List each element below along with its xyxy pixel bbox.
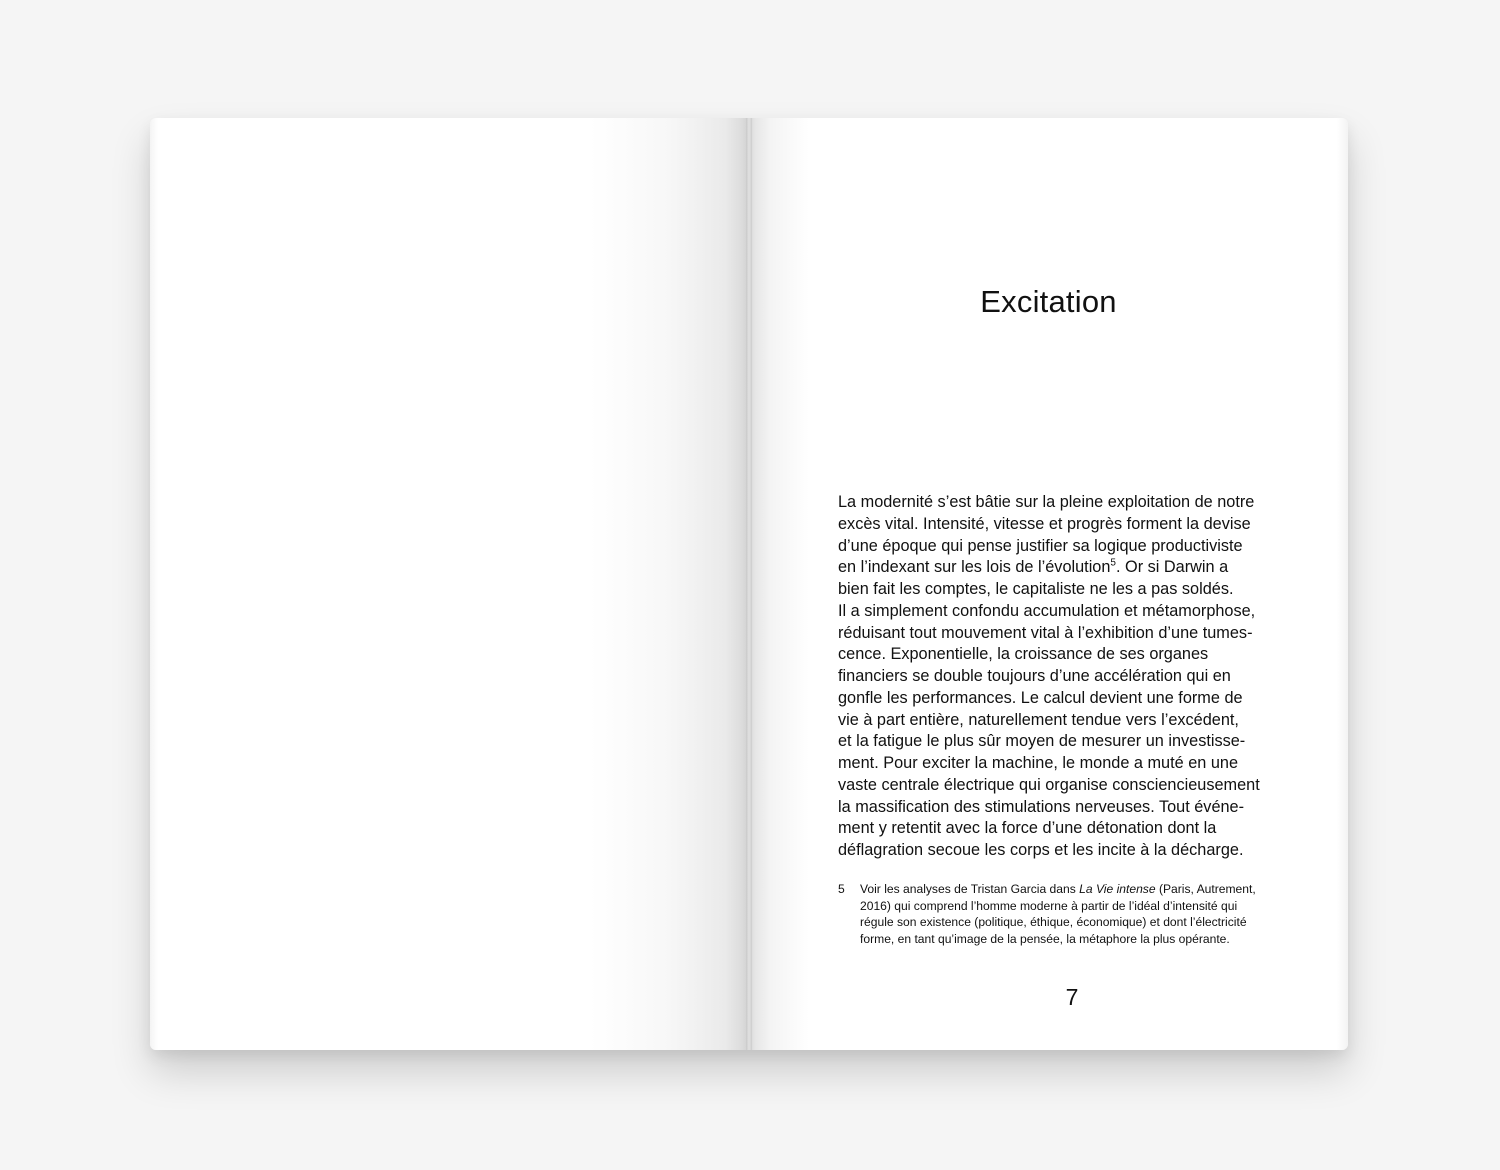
body-line: vie à part entière, naturellement tendue vers l’excédent, (838, 710, 1239, 729)
body-line: gonfle les performances. Le calcul devient une forme de (838, 688, 1243, 707)
body-line: la massification des stimulations nerveuses. Tout événe- (838, 797, 1245, 816)
body-line: réduisant tout mouvement vital à l’exhibition d’une tumes- (838, 623, 1253, 642)
body-line: déflagration secoue les corps et les incite à la décharge. (838, 841, 1244, 859)
body-line: ment y retentit avec la force d’une détonation dont la (838, 819, 1217, 838)
left-page (150, 118, 749, 1050)
footnote-line: régule son existence (politique, éthique, économique) et dont l’électricité (860, 915, 1247, 929)
body-line-text: en l’indexant sur les lois de l’évolution (838, 558, 1111, 577)
footnote-line: forme, en tant qu’image de la pensée, la métaphore la plus opérante. (860, 931, 1230, 946)
body-line: financiers se double toujours d’une accélération qui en (838, 667, 1231, 685)
body-line-text: . Or si Darwin a (1115, 558, 1229, 577)
chapter-title: Excitation (980, 284, 1117, 319)
body-line: bien fait les comptes, le capitaliste ne les a pas soldés. (838, 580, 1234, 598)
footnote-number: 5 (838, 882, 845, 896)
body-line (838, 557, 1310, 579)
footnote-text (860, 881, 1308, 947)
footnote-line: 2016) qui comprend l’homme moderne à partir de l’idéal d’intensité qui (860, 898, 1238, 913)
footnote-text-segment: Voir les analyses de Tristan Garcia dans (860, 882, 1080, 896)
footnote-reference: 5 (1110, 557, 1116, 569)
right-page (749, 118, 1348, 1050)
footnote-text-segment: (Paris, Autrement, (1155, 882, 1256, 896)
body-line: cence. Exponentielle, la croissance de ses organes (838, 645, 1209, 664)
footnote-book-title: La Vie intense (1079, 882, 1156, 896)
page-number: 7 (1065, 984, 1079, 1010)
body-line: et la fatigue le plus sûr moyen de mesurer un investisse- (838, 732, 1246, 751)
body-paragraph (838, 492, 1310, 862)
body-line: La modernité s’est bâtie sur la pleine exploitation de notre (838, 493, 1255, 511)
book-gutter (746, 118, 752, 1050)
footnote-line (860, 881, 1308, 898)
body-line: vaste centrale électrique qui organise consciencieusement (838, 775, 1260, 794)
body-line: Il a simplement confondu accumulation et métamorphose, (838, 601, 1256, 620)
body-line: ment. Pour exciter la machine, le monde a muté en une (838, 754, 1239, 772)
body-line: excès vital. Intensité, vitesse et progrès forment la devise (838, 514, 1251, 533)
open-book (150, 118, 1348, 1050)
body-line: d’une époque qui pense justifier sa logique productiviste (838, 536, 1243, 555)
